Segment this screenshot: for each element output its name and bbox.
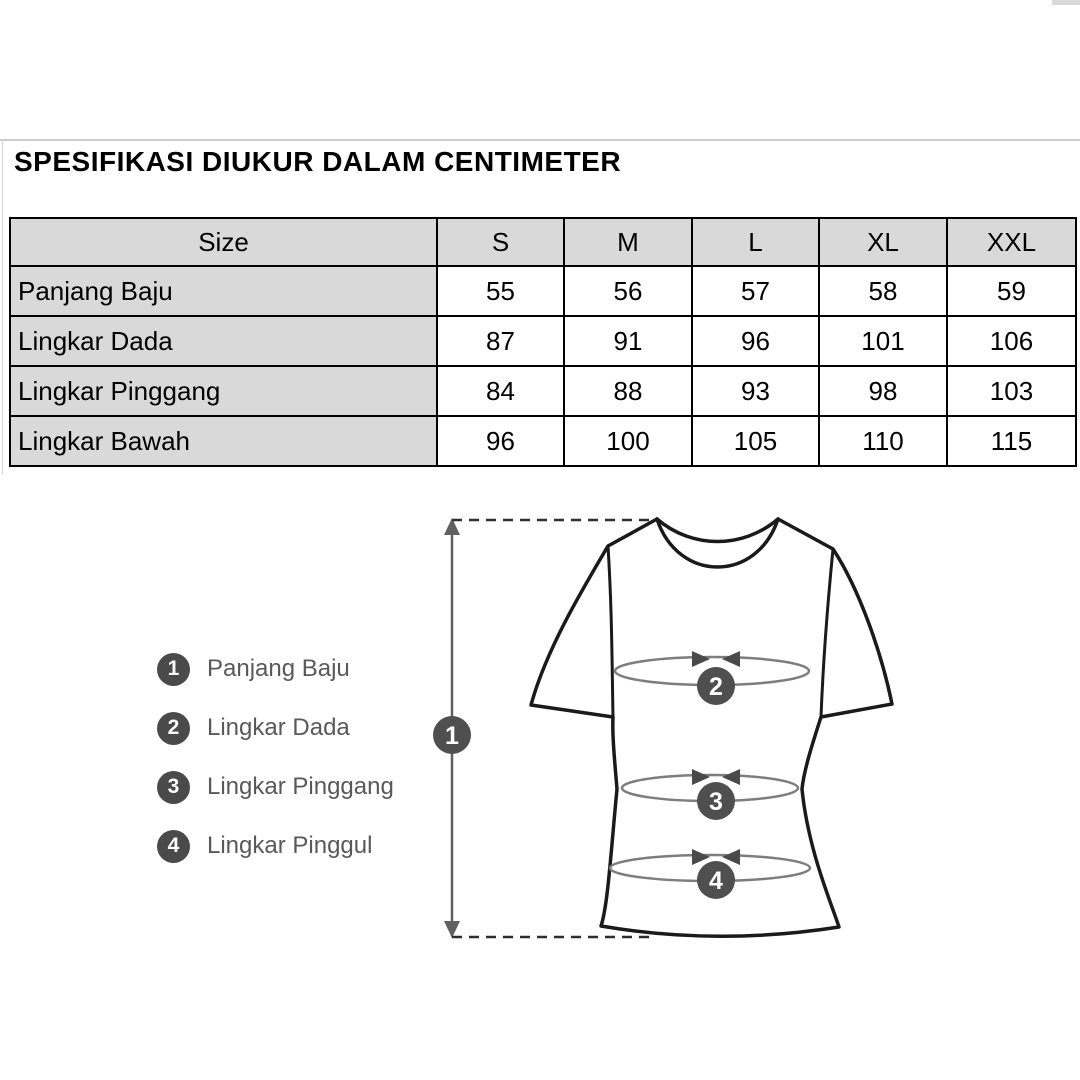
legend-item-lingkar-pinggang xyxy=(157,770,394,804)
row-label: Panjang Baju xyxy=(10,266,437,316)
cell-value: 87 xyxy=(437,316,564,366)
header-cell-m: M xyxy=(564,218,692,266)
legend-item-lingkar-pinggul xyxy=(157,829,394,863)
svg-text:3: 3 xyxy=(709,788,723,816)
header-cell-xxl: XXL xyxy=(947,218,1076,266)
marker-4 xyxy=(697,861,735,899)
cell-value: 103 xyxy=(947,366,1076,416)
arrow-down-icon xyxy=(444,921,460,938)
cell-value: 55 xyxy=(437,266,564,316)
legend-item-lingkar-dada xyxy=(157,711,394,745)
svg-text:1: 1 xyxy=(445,722,459,750)
row-label: Lingkar Dada xyxy=(10,316,437,366)
cell-value: 96 xyxy=(692,316,819,366)
row-label: Lingkar Pinggang xyxy=(10,366,437,416)
cell-value: 96 xyxy=(437,416,564,466)
legend-badge-4: 4 xyxy=(157,830,190,863)
header-cell-size: Size xyxy=(10,218,437,266)
header-cell-l: L xyxy=(692,218,819,266)
cell-value: 93 xyxy=(692,366,819,416)
cell-value: 106 xyxy=(947,316,1076,366)
cell-value: 98 xyxy=(819,366,947,416)
marker-3 xyxy=(697,782,735,820)
cell-value: 88 xyxy=(564,366,692,416)
row-label: Lingkar Bawah xyxy=(10,416,437,466)
page-title: SPESIFIKASI DIUKUR DALAM CENTIMETER xyxy=(14,146,622,177)
legend-label: Lingkar Pinggang xyxy=(207,773,394,800)
legend-badge-2: 2 xyxy=(157,712,190,745)
legend-badge-1: 1 xyxy=(157,653,190,686)
cell-value: 105 xyxy=(692,416,819,466)
cell-value: 110 xyxy=(819,416,947,466)
cell-value: 115 xyxy=(947,416,1076,466)
measurement-legend xyxy=(157,652,394,888)
legend-label: Lingkar Pinggul xyxy=(207,832,373,859)
svg-text:4: 4 xyxy=(709,867,723,895)
cell-value: 57 xyxy=(692,266,819,316)
header-cell-s: S xyxy=(437,218,564,266)
legend-label: Panjang Baju xyxy=(207,655,350,682)
header-cell-xl: XL xyxy=(819,218,947,266)
cell-value: 59 xyxy=(947,266,1076,316)
cell-value: 91 xyxy=(564,316,692,366)
cell-value: 58 xyxy=(819,266,947,316)
legend-item-panjang-baju xyxy=(157,652,394,686)
cell-value: 56 xyxy=(564,266,692,316)
cell-value: 101 xyxy=(819,316,947,366)
marker-2 xyxy=(697,667,735,705)
cell-value: 100 xyxy=(564,416,692,466)
legend-badge-3: 3 xyxy=(157,771,190,804)
svg-text:2: 2 xyxy=(709,673,723,701)
legend-label: Lingkar Dada xyxy=(207,714,350,741)
marker-1 xyxy=(433,716,471,754)
cell-value: 84 xyxy=(437,366,564,416)
